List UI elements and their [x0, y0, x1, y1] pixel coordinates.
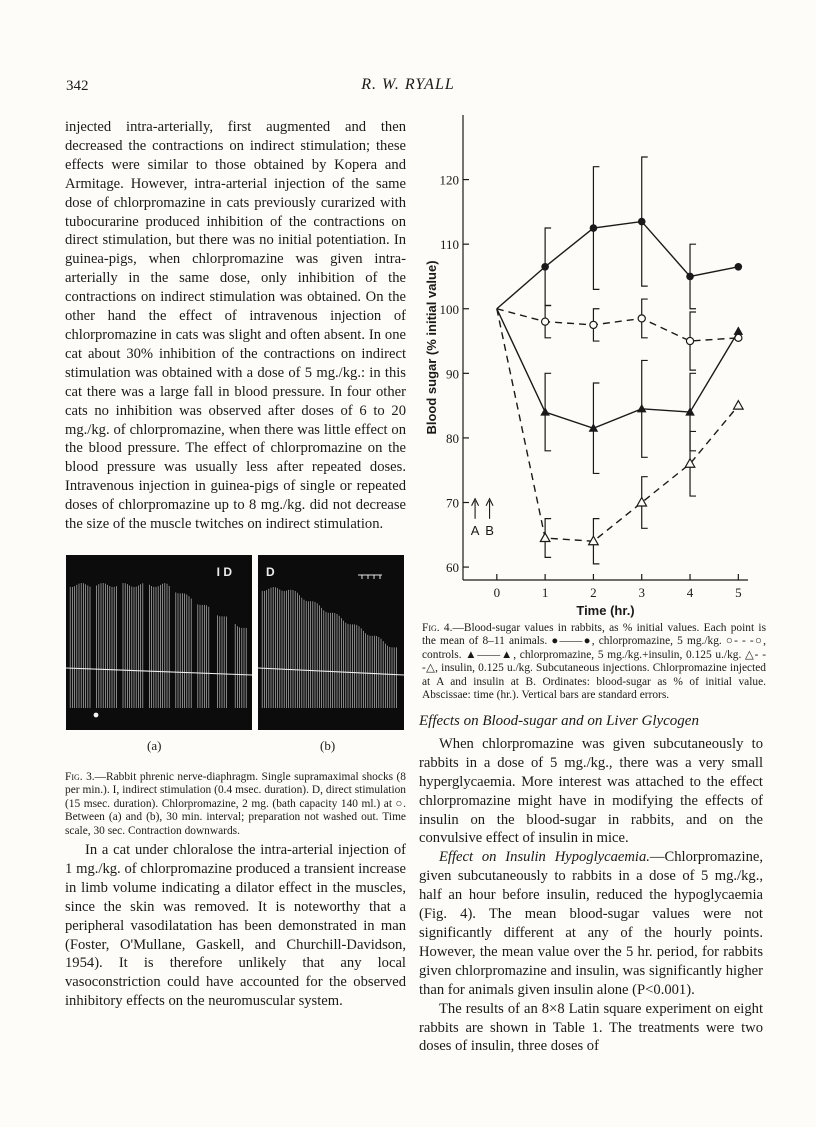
x-tick-label: 1	[541, 585, 549, 600]
data-point	[542, 318, 549, 325]
x-tick-label: 3	[638, 585, 645, 600]
data-point	[540, 407, 550, 416]
body-paragraph: When chlorpromazine was given subcutaneously to rabbits in a dose of 5 mg./kg., there was a very small hyperglycaemia. More interest was attached to the effect chlorpromazine might have in modifying the effects of insulin on the blood-sugar in rabbits, and on the convulsive effect of insulin in mice.	[419, 735, 763, 847]
x-axis-label: Time (hr.)	[576, 603, 635, 618]
data-point	[590, 321, 597, 328]
y-tick-label: 60	[446, 560, 459, 576]
data-point	[735, 263, 743, 271]
body-paragraph	[419, 848, 763, 999]
x-tick-label: 0	[493, 585, 501, 600]
x-tick-label: 5	[735, 585, 742, 600]
y-tick-label: 120	[439, 172, 459, 188]
left-column-top	[65, 118, 406, 534]
body-paragraph: The results of an 8×8 Latin square experiment on eight rabbits are shown in Table 1. The treatments were two doses of insulin, three doses of	[419, 1000, 763, 1055]
data-point	[686, 337, 693, 344]
data-point	[734, 401, 744, 410]
data-point	[734, 326, 744, 335]
subsection-title: Effect on Insulin Hypoglycaemia.	[439, 849, 650, 866]
panel-b-label: D	[266, 565, 275, 579]
body-paragraph: injected intra-arterially, first augmented and then decreased the contractions on indirect stimulation; these effects were similar to those obtained by Kopera and Armitage. However, intra-arterial injection of the same dose of chlorpromazine in cats previously curarized with tubocurarine produced inhibition of the contractions on direct stimulation, but there was no initial potentiation. In guinea-pigs, when chlorpromazine was given intra-arterially in the same dose, only inhibition of the contractions on indirect stimulation was obtained. On the other hand the effect of intravenous injection of chlorpromazine in cats was slight and often absent. In one cat about 30% inhibition of the contractions on indirect stimulation was obtained with a dose of 5 mg./kg.: in this cat there was a large fall in blood pressure. In four other cats no inhibition was observed after doses of 6 to 20 mg./kg. of chlorpromazine, when there was little effect on the blood pressure. The effect of chlorpromazine on the blood pressure was usually less after repeated doses. Intravenous injection in guinea-pigs of single or repeated doses of chlorpromazine up to 8 mg./kg. did not decrease the size of the muscle twitches on indirect stimulation.	[65, 119, 406, 533]
panel-a-sublabel: (a)	[147, 738, 162, 753]
paragraph-text: —Chlorpromazine, given subcutaneously to rabbits in a dose of 5 mg./kg., half an hour before insulin, reduced the hypoglycaemia (Fig. 4). The mean blood-sugar values were not significantly different at any of the hourly points. However, the mean value over the 5 hr. period, for rabbits given chlorpromazine and insulin, was significantly higher than for animals given insulin alone (P<0.001).	[419, 849, 763, 998]
injection-marker-label: B	[485, 522, 494, 538]
y-tick-label: 90	[446, 366, 459, 382]
running-head: R. W. RYALL	[361, 76, 455, 93]
caption-label: Fig. 4.	[422, 622, 453, 634]
data-point	[540, 533, 550, 542]
series-line	[497, 309, 739, 341]
x-tick-label: 4	[686, 585, 694, 600]
figure3-panel-a	[66, 555, 252, 730]
section-title: Effects on Blood-sugar and on Liver Glycogen	[419, 713, 699, 729]
data-point	[541, 263, 549, 271]
blood-sugar-chart	[418, 105, 768, 620]
series-line	[497, 222, 739, 309]
data-point	[638, 218, 646, 226]
injection-marker-label: A	[470, 522, 480, 538]
y-tick-label: 110	[439, 237, 459, 253]
body-paragraph: In a cat under chloralose the intra-arterial injection of 1 mg./kg. of chlorpromazine produced a transient increase in limb volume indicating a dilator effect in the muscles, since the skin was removed. It is noteworthy that a peripheral vasodilatation has been demonstrated in man (Foster, O'Mullane, Gaskell, and Churchill-Davidson, 1954). It is therefore unlikely that any local vasoconstriction could have accounted for the observed inhibitory effects on the neuromuscular system.	[65, 842, 406, 1010]
series-line	[497, 309, 739, 428]
kymograph-trace-a	[66, 555, 252, 730]
data-point	[638, 315, 645, 322]
y-axis-label: Blood sugar (% initial value)	[424, 260, 439, 435]
figure4-caption	[422, 622, 766, 702]
caption-text: —Blood-sugar values in rabbits, as % initial values. Each point is the mean of 8–11 animals. ●——●, chlorpromazine, 5 mg./kg. ○- - -○, controls. ▲——▲, chlorpromazine, 5 mg./kg.+insulin, 0.125 u./kg. △- - -△, insulin, 0.125 u./kg. Subcutaneous injections. Chlorpromazine injected at A and insulin at B. Ordinates: blood-sugar as % of initial value. Abscissae: time (hr.). Vertical bars are standard errors.	[422, 622, 767, 702]
right-column	[419, 712, 763, 1056]
data-point	[637, 404, 647, 413]
panel-a-label: I D	[216, 565, 232, 579]
caption-text: —Rabbit phrenic nerve-diaphragm. Single supramaximal shocks (8 per min.). I, indirect stimulation (0.4 msec. duration). D, direct stimulation (15 msec. duration). Chlorpromazine, 2 mg. (bath capacity 140 ml.) at ○. Between (a) and (b), 30 min. interval; preparation not washed out. Time scale, 30 sec. Contraction downwards.	[65, 771, 407, 837]
time-scale-marker	[358, 575, 382, 579]
left-column-bottom	[65, 841, 406, 1011]
data-point	[590, 224, 598, 232]
panel-b-sublabel: (b)	[320, 738, 336, 753]
kymograph-trace-b	[258, 555, 404, 730]
data-point	[686, 273, 694, 281]
y-tick-label: 70	[446, 495, 459, 511]
series-line	[497, 309, 739, 542]
caption-label: Fig. 3.	[65, 771, 95, 783]
y-tick-label: 80	[446, 430, 459, 446]
figure3-caption	[65, 771, 406, 838]
figure3-panel-b	[258, 555, 404, 730]
data-point	[637, 498, 647, 507]
x-tick-label: 2	[590, 585, 597, 600]
page-number: 342	[66, 78, 89, 94]
y-tick-label: 100	[439, 301, 459, 317]
injection-dot	[94, 713, 99, 718]
